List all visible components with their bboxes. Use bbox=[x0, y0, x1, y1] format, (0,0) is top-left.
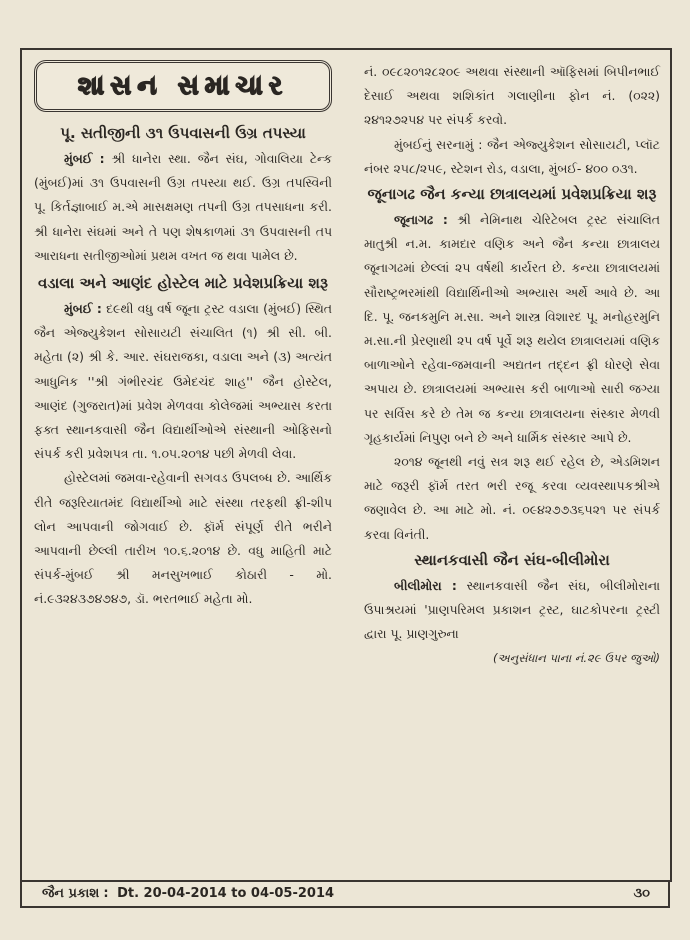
publication-name: જૈન પ્રકાશ bbox=[42, 885, 100, 901]
article-body-tapasya: મુંબઈ : શ્રી ધાનેરા સ્થા. જૈન સંઘ, ગોવાલિયા ટેન્ક (મુંબઈ)માં ૩૧ ઉપવાસની ઉગ્ર તપસ્યા થઈ. ઉગ્ર તપસ્વિની પૂ. કિર્તજ્ઞાબાઈ મ.એ માસક્ષમણ તપની ઉગ્ર તપસાધના કરી. શ્રી ધાનેરા સંઘમાં અને તે પણ શેષકાળમાં ૩૧ ઉપવાસની તપ આરાધના સતીજીઓમાં પ્રથમ વખત જ થવા પામેલ છે. bbox=[34, 151, 332, 263]
article-body-hostel: મુંબઈ : દ૯થી વધુ વર્ષ જૂના ટ્રસ્ટ વડાલા (મુંબઈ) સ્થિત જૈન એજ્યુકેશન સોસાયટી સંચાલિત (૧) શ્રી સી. બી. મહેતા (૨) શ્રી કે. આર. સંઘરાજકા, વડાલા અને (૩) અત્યંત આધુનિક ''શ્રી ગંભીરચંદ ઉમેદચંદ શાહ'' જૈન હોસ્ટેલ, આણંદ (ગુજરાત)માં પ્રવેશ મેળવવા કોલેજમાં અભ્યાસ કરતા ફક્ત સ્થાનકવાસી જૈન વિદ્યાર્થીઓએ સંસ્થાની ઓફિસનો સંપર્ક કરી પ્રવેશપત્ર તા. ૧.૦૫.૨૦૧૪ પછી મેળવી લેવા. bbox=[34, 301, 332, 462]
article-title-junagadh: જૂનાગઢ જૈન કન્યા છાત્રાલયમાં પ્રવેશપ્રક્રિયા શરૂ bbox=[367, 185, 657, 204]
article-title-tapasya: પૂ. સતીજીની ૩૧ ઉપવાસની ઉગ્ર તપસ્યા bbox=[60, 124, 306, 142]
article-title-bilimora: સ્થાનકવાસી જૈન સંઘ-બીલીમોરા bbox=[414, 550, 610, 569]
dateline: જૂનાગઢ : bbox=[394, 212, 448, 228]
masthead-title: શાસન સમાચાર bbox=[34, 60, 332, 112]
dateline: બીલીમોરા : bbox=[394, 577, 457, 593]
article-body-hostel-2: હોસ્ટેલમાં જમવા-રહેવાની સગવડ ઉપલબ્ધ છે. આર્થિક રીતે જરૂરિયાતમંદ વિદ્યાર્થીઓ માટે સંસ્થા તરફથી ફ્રી-શીપ લોન આપવાની જોગવાઈ છે. ફૉર્મ સંપૂર્ણ રીતે ભરીને આપવાની છેલ્લી તારીખ ૧૦.૬.૨૦૧૪ છે. વધુ માહિતી માટે સંપર્ક-મુંબઈ શ્રી મનસુખભાઈ કોઠારી - મો. નં.૯૩૨૪૩૭૪૭૪૭, ડૉ. ભરતભાઈ મહેતા મો. bbox=[34, 470, 332, 607]
continued-note: (અનુસંધાન પાના નં.૨૯ ઉપર જુઓ) bbox=[493, 651, 660, 666]
left-column bbox=[34, 60, 332, 612]
article-title-hostel: વડાલા અને આણંદ હોસ્ટેલ માટે પ્રવેશપ્રક્રિયા શરૂ bbox=[38, 274, 328, 293]
dateline: મુંબઈ : bbox=[64, 151, 105, 166]
article-body-junagadh-2: ૨૦૧૪ જૂનથી નવું સત્ર શરૂ થઈ રહેલ છે, એડમિશન માટે જરૂરી ફૉર્મ તરત ભરી રજૂ કરવા વ્યવસ્થાપકશ્રીએ જણાવેલ છે. આ માટે મો. નં. ૦૯૪૨૭૭૩૬૫૨૧ પર સંપર્ક કરવા વિનંતી. bbox=[364, 454, 660, 542]
article-continuation: નં. ૦૯૮૨૦૧૨૮૨૦૯ અથવા સંસ્થાની ઑફિસમાં બિપીનભાઈ દેસાઈ અથવા શશિકાંત ગલાણીના ફોન નં. (૦૨૨) ૨૪૧૨૭૨૫૪ પર સંપર્ક કરવો. bbox=[364, 64, 660, 128]
article-body-junagadh: જૂનાગઢ : શ્રી નેમિનાથ ચેરિટેબલ ટ્રસ્ટ સંચાલિત માતુશ્રી ન.મ. કામદાર વણિક અને જૈન કન્યા છાત્રાલય જૂનાગઢમાં છેલ્લાં ૨૫ વર્ષથી કાર્યરત છે. કન્યા છાત્રાલયમાં સૌરાષ્ટ્રભરમાંથી વિદ્યાર્થિનીઓ અભ્યાસ અર્થે આવે છે. આ દિ. પૂ. જનકમુનિ મ.સા. અને શાસ્ત્ર વિશારદ પૂ. મનોહરમુનિ મ.સા.ની પ્રેરણાથી ૨૫ વર્ષ પૂર્વે શરૂ થયેલ છાત્રાલયમાં વણિક બાળાઓને રહેવા-જમવાની અદ્યતન તદ્દન ફ્રી ધોરણે સેવા અપાય છે. છાત્રાલયમાં અભ્યાસ કરી બાળાઓ સારી જગ્યા પર સર્વિસ કરે છે તેમ જ કન્યા છાત્રાલયના સંસ્કાર મેળવી ગૃહકાર્યમાં નિપુણ બને છે અને ધાર્મિક સંસ્કાર આપે છે. bbox=[364, 212, 660, 445]
dateline: મુંબઈ : bbox=[64, 301, 102, 317]
footer-publication bbox=[42, 886, 338, 901]
page-footer bbox=[20, 880, 670, 908]
footer-separator: : bbox=[103, 885, 109, 901]
issue-date: Dt. 20-04-2014 to 04-05-2014 bbox=[117, 885, 335, 901]
page-number: ૩૦ bbox=[633, 885, 650, 901]
right-column bbox=[364, 60, 660, 671]
article-body-bilimora: બીલીમોરા : સ્થાનકવાસી જૈન સંઘ, બીલીમોરાના ઉપાશ્રયમાં 'પ્રાણપરિમલ પ્રકાશન ટ્રસ્ટ, ઘાટકોપરના ટ્રસ્ટી દ્વારા પૂ. પ્રાણગુરુના bbox=[364, 577, 660, 642]
article-address: મુંબઈનું સરનામું : જૈન એજ્યુકેશન સોસાયટી, પ્લૉટ નંબર ૨૫૮/૨૫૯, સ્ટેશન રોડ, વડાલા, મુંબઈ- ૪૦૦ ૦૩૧. bbox=[364, 136, 660, 176]
